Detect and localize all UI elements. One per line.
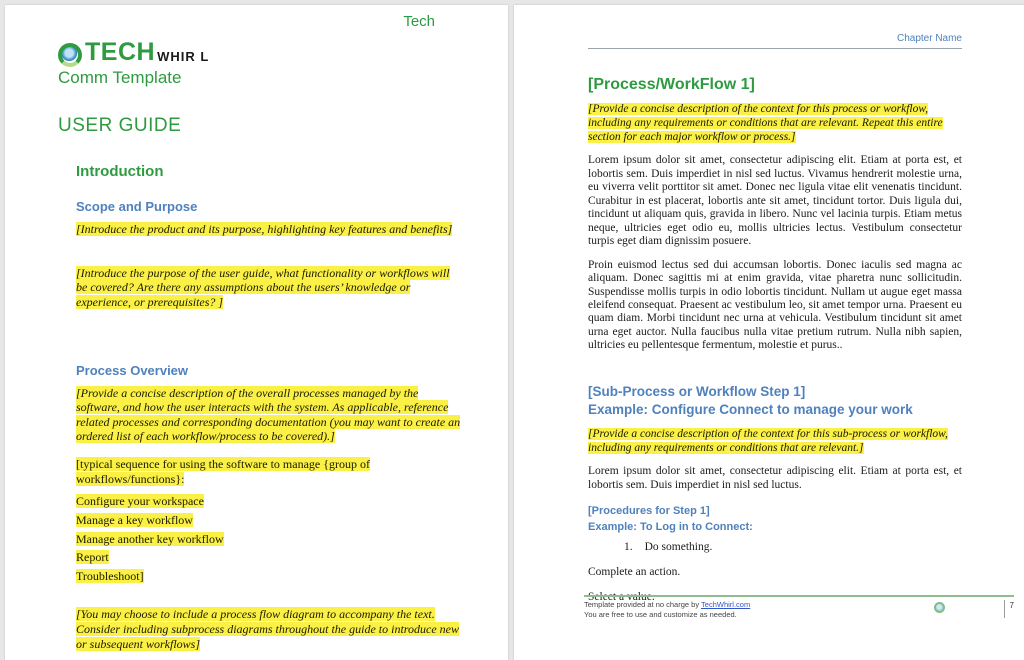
process-note-1: [Provide a concise description of the overall processes managed by the software, and how the user interacts with the system. As applicable, reference related processes and corresponding documentation (you may want to create an ordered list of each workflow/process to be covered).] bbox=[76, 385, 461, 444]
sequence-item: Configure your workspace bbox=[76, 494, 204, 509]
sub-process-note: [Provide a concise description of the context for this sub-process or workflow, including any requirements or conditions that are relevant.] bbox=[588, 428, 948, 455]
right-page-content bbox=[514, 5, 1024, 660]
sub-process-example-heading: Example: Configure Connect to manage your work bbox=[588, 401, 913, 417]
scope-note-2: [Introduce the purpose of the user guide, what functionality or workflows will be covered? Are there any assumptions about the users’ knowledge or experience, or prerequisites? ] bbox=[76, 265, 450, 309]
process-workflow-heading: [Process/WorkFlow 1] bbox=[588, 76, 755, 93]
sequence-item: Manage another key workflow bbox=[76, 531, 224, 546]
footer-logo-icon bbox=[934, 602, 945, 613]
sequence-item: Report bbox=[76, 550, 109, 565]
document-page-right bbox=[514, 5, 1024, 660]
body-paragraph-2: Proin euismod lectus sed dui accumsan lobortis. Donec iaculis sed magna ac aliquam. Donec sagittis mi at enim gravida, vitae pharetra nunc sollicitudin. Suspendisse mollis turpis in odio lobortis tincidunt. Nullam ut augue eget massa eleifend consequat. Praesent ac vestibulum leo, sit amet tempor urna. Praesent eu quam diam. Morbi tincidunt nec urna at vehicula. Vestibulum tincidunt sit amet urna eget auctor. Nulla faucibus nulla vitae pretium rutrum. Nulla nibh sapien, ultricies eu pellentesque fermentum, molestie et purus.. bbox=[588, 258, 962, 352]
procedures-heading: [Procedures for Step 1] bbox=[588, 505, 710, 518]
footer-text bbox=[584, 600, 814, 620]
document-page-left bbox=[5, 5, 508, 660]
introduction-section bbox=[76, 163, 463, 651]
logo-subtitle: Comm Template bbox=[58, 68, 182, 87]
techwhirl-link[interactable]: TechWhirl.com bbox=[701, 600, 751, 609]
scope-note-1: [Introduce the product and its purpose, highlighting key features and benefits] bbox=[76, 222, 453, 236]
introduction-heading: Introduction bbox=[76, 163, 164, 180]
page-footer bbox=[584, 595, 1014, 620]
procedure-line-2: Select a value. bbox=[588, 591, 655, 604]
sequence-intro: [typical sequence for using the software to manage {group of workflows/functions}: bbox=[76, 457, 370, 486]
techwhirl-eye-icon bbox=[58, 43, 82, 67]
techwhirl-logo bbox=[58, 40, 463, 65]
left-page-content bbox=[5, 5, 508, 660]
body-paragraph-3: Lorem ipsum dolor sit amet, consectetur adipiscing elit. Etiam at porta est, et lobortis sem. Duis imperdiet in nisl sed luctus. bbox=[588, 465, 962, 491]
procedure-step-1 bbox=[624, 541, 962, 553]
sub-process-heading: [Sub-Process or Workflow Step 1] bbox=[588, 383, 806, 399]
procedure-line-1: Complete an action. bbox=[588, 566, 681, 579]
chapter-header: Chapter Name bbox=[588, 33, 962, 49]
process-note-2: [You may choose to include a process flow diagram to accompany the text. Consider including subprocess diagrams throughout the guide to introduce new or subsequent workflows] bbox=[76, 607, 459, 651]
body-paragraph-1: Lorem ipsum dolor sit amet, consectetur adipiscing elit. Etiam at porta est, et lobortis sem. Duis imperdiet in nisl sed luctus. Vivamus hendrerit molestie urna, eu viverra velit porttitor sit amet. Donec nec ligula vitae elit venenatis tincidunt. Curabitur in est placerat, lobortis ante sit amet, tincidunt tortor. Duis ligula dui, tincidunt ut aliquam quis, gravida in libero. Nunc vel lacinia turpis. Etiam metus neque, ultricies eget odio eu, mollis ultricies lectus. Vestibulum consectetur turpis eget diam dignissim posuere. bbox=[588, 154, 962, 248]
sequence-item: Troubleshoot] bbox=[76, 568, 144, 583]
process-overview-heading: Process Overview bbox=[76, 362, 189, 378]
workflow-note: [Provide a concise description of the context for this process or workflow, including any requirements or conditions that are relevant. Repeat this entire section for each major workflow or process.] bbox=[588, 103, 943, 144]
list-item-text: Do something. bbox=[644, 541, 713, 554]
procedures-example-heading: Example: To Log in to Connect: bbox=[588, 520, 753, 533]
sequence-item: Manage a key workflow bbox=[76, 512, 193, 527]
document-title: USER GUIDE bbox=[58, 115, 182, 136]
logo-text-tech: TECH bbox=[85, 38, 156, 66]
footer-license-text: You are free to use and customize as needed. bbox=[584, 609, 737, 619]
list-number: 1. bbox=[624, 541, 633, 554]
logo-text-whirl: WHIR L bbox=[157, 49, 210, 64]
footer-credit-prefix: Template provided at no charge by bbox=[584, 600, 702, 609]
page-number: 7 bbox=[1004, 600, 1014, 618]
scope-purpose-heading: Scope and Purpose bbox=[76, 199, 198, 214]
header-right-text: Tech bbox=[403, 13, 435, 30]
